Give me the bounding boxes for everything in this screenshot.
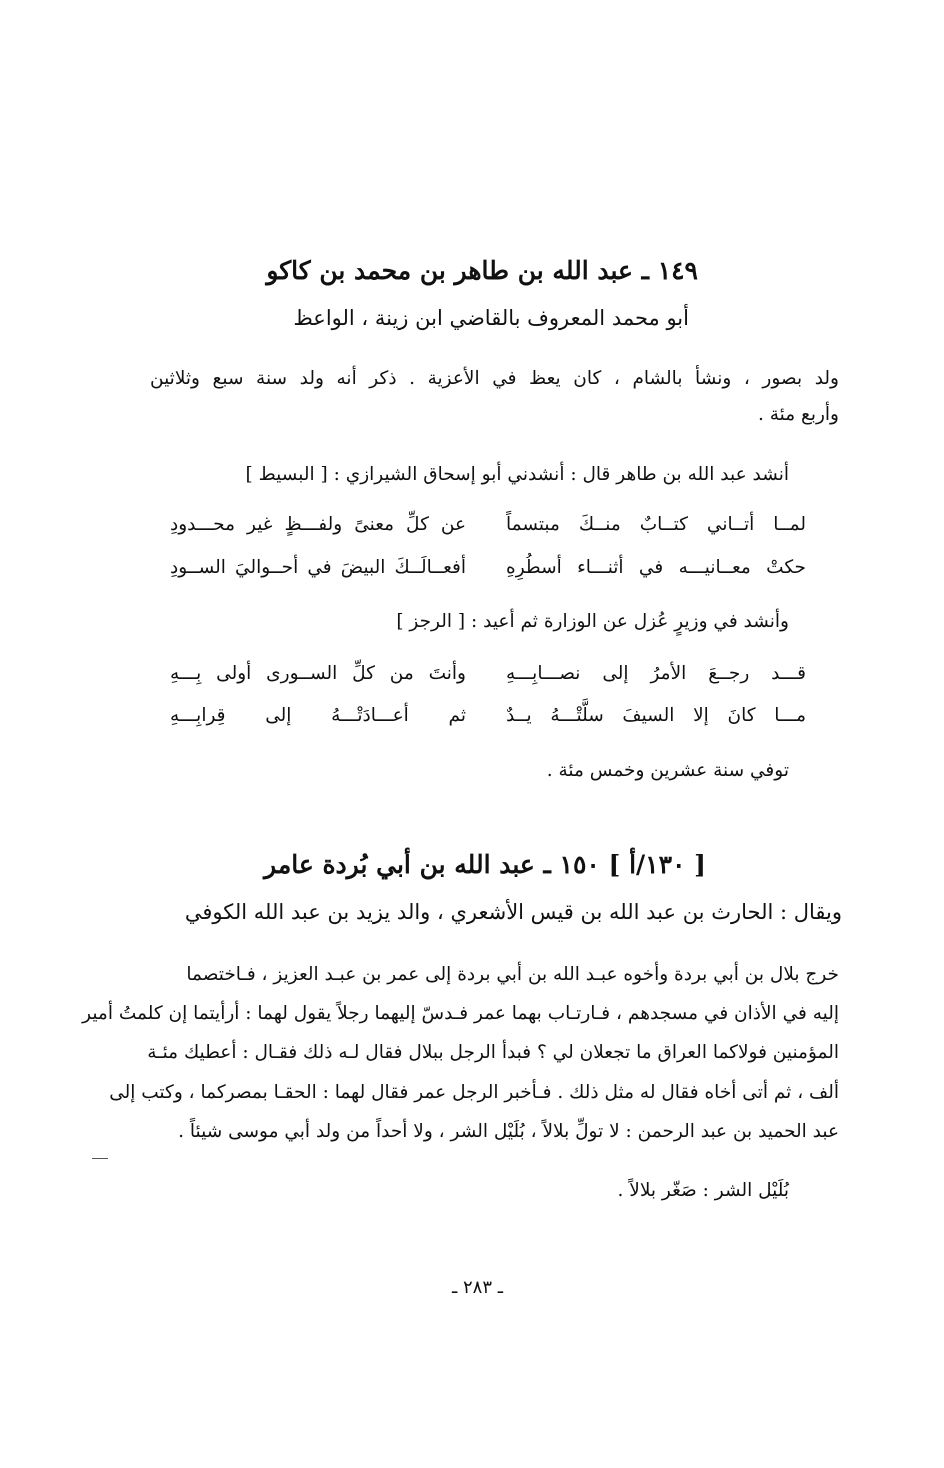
entry-150-body-line-2: إليه في الأذان في مسجدهم ، فـارتـاب بهما عمر فـدسّ إليهما رجلاً يقول لهما : أرأيتما إن كلمتُ أمير <box>82 1003 839 1024</box>
entry-150-body-line-1: خرج بلال بن أبي بردة وأخوه عبـد الله بن أبي بردة إلى عمر بن عبـد العزيز ، فـاختصما <box>186 964 839 985</box>
entry-150-gloss: بُلَيْل الشر : صَغّر بلالاً . <box>617 1180 789 1201</box>
page-number: ـ ٢٨٣ ـ <box>452 1277 504 1298</box>
entry-150-body-line-4: ألف ، ثم أتى أخاه فقال له مثل ذلك . فـأخبر الرجل عمر فقال لهما : الحقـا بمصركما ، وكتب إلى <box>109 1082 839 1103</box>
entry-149-title: ١٤٩ ـ عبد الله بن طاهر بن محمد بن كاكو <box>266 256 698 285</box>
poem-2-verse-1-second-hemistich: وأنتَ من كلِّ الســورى أولى بِـــهِ <box>170 663 466 684</box>
poem-2-verse-2-second-hemistich: ثم أعـــادَتْـــهُ إلى قِرابِـــهِ <box>170 705 466 726</box>
entry-149-death-note: توفي سنة عشرين وخمس مئة . <box>546 760 789 781</box>
entry-149-bio-line-2: وأربع مئة . <box>757 404 839 425</box>
entry-150-body-line-5: عبد الحميد بن عبد الرحمن : لا تولِّ بلالاً ، بُلَيْل الشر ، ولا أحداً من ولد أبي موسى شيئاً . <box>178 1121 839 1142</box>
entry-149-bio-line-1: ولد بصور ، ونشأ بالشام ، كان يعظ في الأعزية . ذكر أنه ولد سنة سبع وثلاثين <box>150 368 839 389</box>
poem-2-intro: وأنشد في وزيرٍ عُزل عن الوزارة ثم أعيد : [ الرجز ] <box>396 611 789 632</box>
poem-1-intro: أنشد عبد الله بن طاهر قال : أنشدني أبو إسحاق الشيرازي : [ البسيط ] <box>245 464 789 485</box>
poem-1-verse-2-first-hemistich: حكتْ معــانيـــه في أثنـــاء أسطُرِهِ <box>506 557 806 578</box>
entry-150-title: [ ١٣٠/أ ] ١٥٠ ـ عبد الله بن أبي بُردة عامر <box>264 850 706 879</box>
entry-150-subtitle: ويقال : الحارث بن عبد الله بن قيس الأشعري ، والد يزيد بن عبد الله الكوفي <box>184 900 842 924</box>
margin-mark <box>92 1158 108 1159</box>
poem-2-verse-1-first-hemistich: قـــد رجــعَ الأمرُ إلى نصـــابِـــهِ <box>506 663 806 684</box>
poem-1-verse-2-second-hemistich: أفعــالَــكَ البيضَ في أحــواليَ الســودِ <box>170 557 466 578</box>
poem-1-verse-1-first-hemistich: لمــا أتــاني كتــابٌ منــكَ مبتسماً <box>506 514 806 535</box>
entry-150-body-line-3: المؤمنين فولاكما العراق ما تجعلان لي ؟ فبدأ الرجل ببلال فقال لـه ذلك فقـال : أعطيك مئـة <box>147 1042 839 1063</box>
poem-2-verse-2-first-hemistich: مـــا كانَ إلا السيفَ سلَّتْـــهُ يــدٌ <box>506 705 806 726</box>
poem-1-verse-1-second-hemistich: عن كلِّ معنىً ولفـــظٍ غير محـــدودِ <box>170 514 466 535</box>
entry-149-subtitle: أبو محمد المعروف بالقاضي ابن زينة ، الواعظ <box>293 306 689 330</box>
